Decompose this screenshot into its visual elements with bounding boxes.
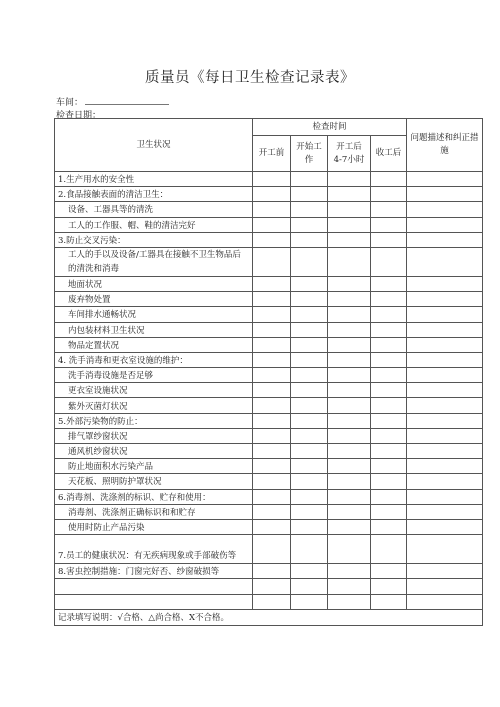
row-item-label: 3.防止交叉污染： [55,232,253,247]
cell-after-work[interactable] [371,232,407,247]
cell-before-work[interactable] [253,322,291,337]
date-label: 检查日期： [56,111,102,121]
page-title: 质量员《每日卫生检查记录表》 [145,70,355,86]
cell-after-work[interactable] [371,217,407,232]
cell-before-work[interactable] [253,413,291,428]
cell-after-work[interactable] [371,202,407,217]
cell-after-work[interactable] [371,579,407,594]
table-row [55,352,483,367]
row-item-label [55,579,253,594]
table-row [55,368,483,383]
cell-start-work[interactable] [291,459,328,474]
cell-after-4-7h[interactable] [328,594,371,609]
cell-start-work[interactable] [291,444,328,459]
table-row [55,579,483,594]
cell-description[interactable] [407,276,483,291]
cell-description[interactable] [407,519,483,534]
row-item-label: 1.生产用水的安全性 [55,172,253,187]
cell-after-4-7h[interactable] [328,337,371,352]
cell-before-work[interactable] [253,579,291,594]
row-item-label: 防止地面积水污染产品 [55,459,253,474]
cell-description[interactable] [407,202,483,217]
cell-description[interactable] [407,398,483,413]
cell-before-work[interactable] [253,217,291,232]
header-after-work: 收工后 [371,136,407,172]
table-row [55,232,483,247]
cell-description[interactable] [407,383,483,398]
table-row [55,444,483,459]
cell-description[interactable] [407,459,483,474]
cell-start-work[interactable] [291,428,328,443]
cell-after-4-7h[interactable] [328,398,371,413]
cell-after-4-7h[interactable] [328,187,371,202]
table-row [55,217,483,232]
cell-before-work[interactable] [253,489,291,504]
cell-after-work[interactable] [371,247,407,276]
cell-after-work[interactable] [371,474,407,489]
cell-after-4-7h[interactable] [328,202,371,217]
cell-description[interactable] [407,232,483,247]
cell-after-work[interactable] [371,489,407,504]
cell-start-work[interactable] [291,187,328,202]
cell-after-4-7h[interactable] [328,383,371,398]
row-item-label: 6.消毒剂、洗涤剂的标识、贮存和使用： [55,489,253,504]
row-item-label: 天花板、照明防护罩状况 [55,474,253,489]
cell-start-work[interactable] [291,232,328,247]
table-row [55,489,483,504]
table-row [55,474,483,489]
table-row [55,535,483,564]
row-item-label: 排气罩纱窗状况 [55,428,253,443]
cell-after-work[interactable] [371,535,407,564]
row-item-label: 7.员工的健康状况：有无疾病现象或手部破伤等 [55,535,253,564]
cell-description[interactable] [407,594,483,609]
cell-before-work[interactable] [253,368,291,383]
hygiene-check-table [54,118,483,626]
row-item-label: 使用时防止产品污染 [55,519,253,534]
table-row [55,247,483,276]
table-header-row [55,119,483,136]
row-item-label: 紫外灭菌灯状况 [55,398,253,413]
cell-after-work[interactable] [371,352,407,367]
cell-start-work[interactable] [291,307,328,322]
cell-start-work[interactable] [291,413,328,428]
cell-after-work[interactable] [371,172,407,187]
table-row [55,504,483,519]
cell-after-4-7h[interactable] [328,172,371,187]
row-item-label: 5.外部污染物的防止： [55,413,253,428]
row-item-label: 废弃物处置 [55,292,253,307]
cell-after-work[interactable] [371,413,407,428]
cell-before-work[interactable] [253,202,291,217]
cell-start-work[interactable] [291,276,328,291]
header-before-work: 开工前 [253,136,291,172]
cell-before-work[interactable] [253,398,291,413]
cell-after-4-7h[interactable] [328,368,371,383]
footer-row [55,609,483,625]
cell-description[interactable] [407,428,483,443]
cell-start-work[interactable] [291,292,328,307]
cell-before-work[interactable] [253,247,291,276]
cell-after-work[interactable] [371,292,407,307]
row-item-label: 物品定置状况 [55,337,253,352]
cell-description[interactable] [407,579,483,594]
table-row [55,459,483,474]
cell-after-work[interactable] [371,368,407,383]
cell-after-work[interactable] [371,398,407,413]
cell-after-4-7h[interactable] [328,217,371,232]
cell-description[interactable] [407,489,483,504]
cell-before-work[interactable] [253,428,291,443]
row-item-label: 更衣室设施状况 [55,383,253,398]
cell-start-work[interactable] [291,352,328,367]
table-row [55,172,483,187]
table-row [55,398,483,413]
cell-after-work[interactable] [371,187,407,202]
cell-after-4-7h[interactable] [328,564,371,579]
cell-start-work[interactable] [291,519,328,534]
cell-after-4-7h[interactable] [328,292,371,307]
cell-after-work[interactable] [371,564,407,579]
cell-start-work[interactable] [291,474,328,489]
cell-after-4-7h[interactable] [328,413,371,428]
row-item-label: 洗手消毒设施是否足够 [55,368,253,383]
cell-description[interactable] [407,504,483,519]
cell-before-work[interactable] [253,444,291,459]
row-item-label: 消毒剂、洗涤剂正确标识和和贮存 [55,504,253,519]
cell-start-work[interactable] [291,579,328,594]
table-row [55,413,483,428]
cell-before-work[interactable] [253,519,291,534]
cell-after-work[interactable] [371,444,407,459]
cell-after-4-7h[interactable] [328,428,371,443]
cell-after-work[interactable] [371,276,407,291]
table-row [55,594,483,609]
cell-start-work[interactable] [291,489,328,504]
cell-before-work[interactable] [253,535,291,564]
header-after-4-7h: 开工后 4-7小时 [328,136,371,172]
cell-description[interactable] [407,535,483,564]
cell-start-work[interactable] [291,564,328,579]
row-item-label: 地面状况 [55,276,253,291]
cell-after-4-7h[interactable] [328,535,371,564]
workshop-field [56,95,169,108]
cell-after-work[interactable] [371,428,407,443]
cell-before-work[interactable] [253,172,291,187]
cell-before-work[interactable] [253,474,291,489]
cell-start-work[interactable] [291,172,328,187]
footer-note: 记录填写说明：√合格、△尚合格、X不合格。 [55,609,483,625]
cell-after-4-7h[interactable] [328,489,371,504]
cell-after-4-7h[interactable] [328,232,371,247]
cell-after-4-7h[interactable] [328,322,371,337]
table-row [55,187,483,202]
cell-description[interactable] [407,352,483,367]
cell-before-work[interactable] [253,307,291,322]
cell-description[interactable] [407,247,483,276]
header-condition: 卫生状况 [55,119,253,172]
cell-after-4-7h[interactable] [328,444,371,459]
table-row [55,428,483,443]
cell-after-work[interactable] [371,337,407,352]
cell-after-4-7h[interactable] [328,504,371,519]
cell-description[interactable] [407,187,483,202]
cell-before-work[interactable] [253,564,291,579]
row-item-label: 8.害虫控制措施：门窗完好否、纱窗破损等 [55,564,253,579]
cell-start-work[interactable] [291,217,328,232]
table-row [55,337,483,352]
row-item-label: 通风机纱窗状况 [55,444,253,459]
row-item-label: 车间排水通畅状况 [55,307,253,322]
cell-start-work[interactable] [291,383,328,398]
row-item-label: 工人的工作服、帽、鞋的清洁完好 [55,217,253,232]
table-row [55,564,483,579]
cell-after-4-7h[interactable] [328,579,371,594]
workshop-input-line[interactable] [85,95,169,105]
cell-before-work[interactable] [253,352,291,367]
cell-before-work[interactable] [253,232,291,247]
cell-description[interactable] [407,444,483,459]
header-check-time: 检查时间 [253,119,407,136]
cell-start-work[interactable] [291,337,328,352]
cell-description[interactable] [407,217,483,232]
row-item-label: 4. 洗手消毒和更衣室设施的维护： [55,352,253,367]
cell-description[interactable] [407,322,483,337]
cell-start-work[interactable] [291,535,328,564]
cell-after-work[interactable] [371,594,407,609]
cell-start-work[interactable] [291,368,328,383]
cell-after-work[interactable] [371,322,407,337]
cell-after-work[interactable] [371,519,407,534]
cell-before-work[interactable] [253,383,291,398]
cell-description[interactable] [407,292,483,307]
row-item-label: 2.食品接触表面的清洁卫生： [55,187,253,202]
row-item-label: 设备、工器具等的清洗 [55,202,253,217]
table-row [55,276,483,291]
cell-after-4-7h[interactable] [328,276,371,291]
cell-after-work[interactable] [371,383,407,398]
cell-after-4-7h[interactable] [328,519,371,534]
cell-start-work[interactable] [291,398,328,413]
cell-description[interactable] [407,413,483,428]
workshop-label: 车间： [56,98,84,108]
table-row [55,292,483,307]
cell-description[interactable] [407,172,483,187]
cell-after-4-7h[interactable] [328,459,371,474]
cell-before-work[interactable] [253,459,291,474]
cell-description[interactable] [407,368,483,383]
cell-before-work[interactable] [253,594,291,609]
cell-after-4-7h[interactable] [328,474,371,489]
cell-description[interactable] [407,337,483,352]
cell-description[interactable] [407,307,483,322]
cell-after-4-7h[interactable] [328,307,371,322]
cell-start-work[interactable] [291,594,328,609]
header-description: 问题描述和纠正措施 [407,119,483,172]
cell-start-work[interactable] [291,202,328,217]
table-row [55,202,483,217]
cell-after-work[interactable] [371,459,407,474]
table-row [55,383,483,398]
cell-description[interactable] [407,564,483,579]
row-item-label: 内包装材料卫生状况 [55,322,253,337]
table-row [55,307,483,322]
cell-start-work[interactable] [291,247,328,276]
cell-before-work[interactable] [253,292,291,307]
cell-start-work[interactable] [291,322,328,337]
cell-after-work[interactable] [371,504,407,519]
cell-before-work[interactable] [253,187,291,202]
table-row [55,322,483,337]
cell-before-work[interactable] [253,276,291,291]
cell-after-4-7h[interactable] [328,247,371,276]
cell-after-4-7h[interactable] [328,352,371,367]
cell-after-work[interactable] [371,307,407,322]
cell-before-work[interactable] [253,504,291,519]
row-item-label: 工人的手以及设备/工器具在接触不卫生物品后的清洗和消毒 [55,247,253,276]
cell-before-work[interactable] [253,337,291,352]
cell-description[interactable] [407,474,483,489]
cell-start-work[interactable] [291,504,328,519]
row-item-label [55,594,253,609]
table-row [55,519,483,534]
header-start-work: 开始工作 [291,136,328,172]
